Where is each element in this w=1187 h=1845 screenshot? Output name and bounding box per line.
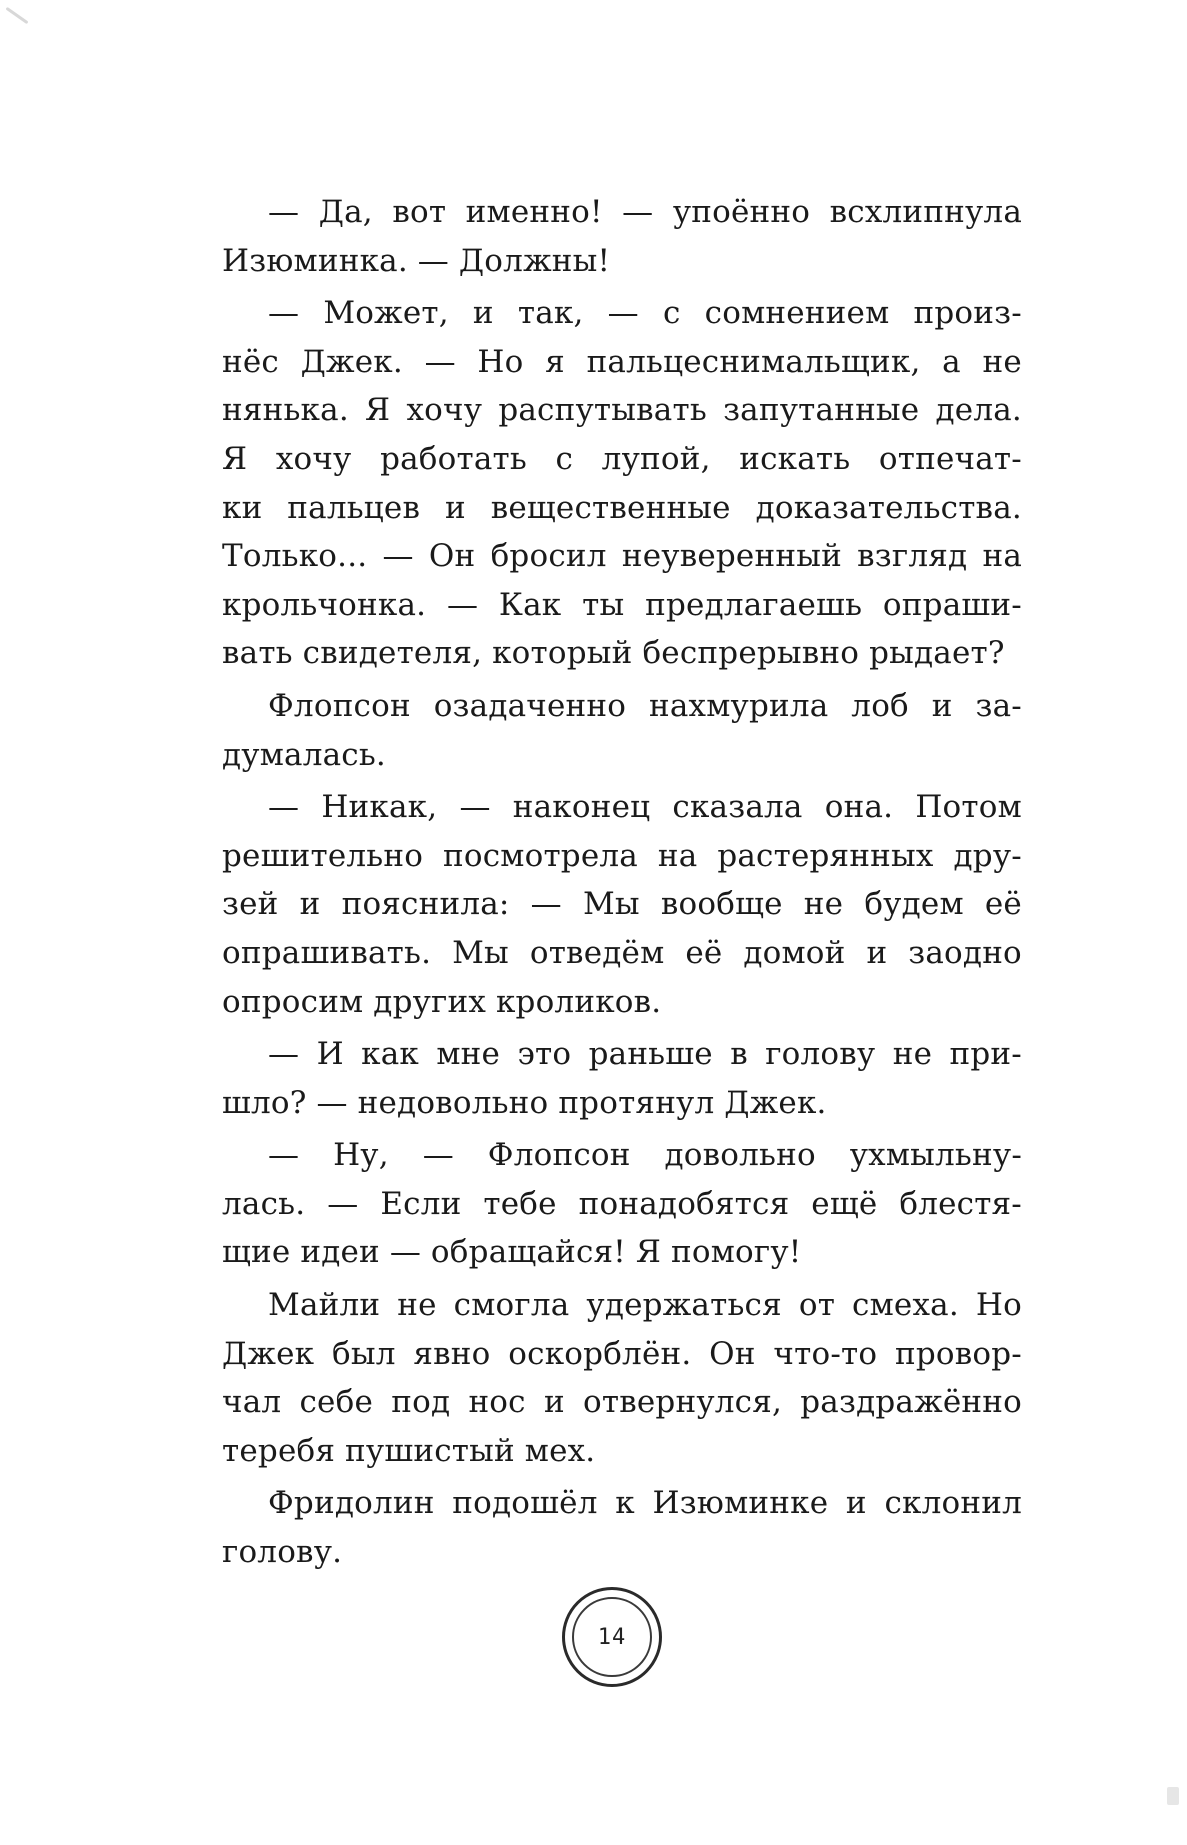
text-line: крольчонка. — Как ты предлагаешь опраши-	[222, 586, 1022, 623]
paragraph	[222, 682, 1022, 779]
paragraph	[222, 1030, 1022, 1127]
text-line: голову.	[222, 1534, 343, 1571]
text-line: Только... — Он бросил неуверенный взгляд на	[222, 538, 1022, 575]
paragraph	[222, 1479, 1022, 1576]
text-line: — Ну, — Флопсон довольно ухмыльну-	[268, 1137, 1022, 1174]
text-line: шло? — недовольно протянул Джек.	[222, 1084, 827, 1121]
scan-artifact-bottom-right	[1167, 1787, 1179, 1805]
text-line: — Никак, — наконец сказала она. Потом	[268, 789, 1022, 826]
text-line: Майли не смогла удержаться от смеха. Но	[268, 1287, 1022, 1324]
page-number-badge	[562, 1587, 662, 1687]
text-line: Изюминка. — Должны!	[222, 242, 611, 279]
text-line: нянька. Я хочу распутывать запутанные дела.	[222, 392, 1022, 429]
paragraph	[222, 1131, 1022, 1277]
text-line: Я хочу работать с лупой, искать отпечат-	[222, 440, 1022, 477]
page-number: 14	[597, 1624, 627, 1650]
text-line: щие идеи — обращайся! Я помогу!	[222, 1234, 802, 1271]
body-text	[222, 188, 1022, 1577]
text-line: — И как мне это раньше в голову не при-	[268, 1036, 1022, 1073]
text-line: Джек был явно оскорблён. Он что-то провор-	[222, 1335, 1022, 1372]
text-line: вать свидетеля, который беспрерывно рыдает?	[222, 635, 1005, 672]
text-line: ки пальцев и вещественные доказательства.	[222, 489, 1022, 526]
text-line: лась. — Если тебе понадобятся ещё блестя-	[222, 1185, 1022, 1222]
text-line: — Может, и так, — с сомнением произ-	[268, 295, 1022, 332]
text-line: Флопсон озадаченно нахмурила лоб и за-	[268, 687, 1022, 724]
text-line: нёс Джек. — Но я пальцеснимальщик, а не	[222, 343, 1022, 380]
paragraph	[222, 289, 1022, 678]
text-line: зей и пояснила: — Мы вообще не будем её	[222, 886, 1022, 923]
scan-artifact-top-left	[5, 7, 28, 24]
text-line: думалась.	[222, 736, 386, 773]
paragraph	[222, 783, 1022, 1026]
text-line: опросим других кроликов.	[222, 983, 662, 1020]
text-line: теребя пушистый мех.	[222, 1432, 596, 1469]
paragraph	[222, 188, 1022, 285]
paragraph	[222, 1281, 1022, 1475]
text-line: — Да, вот именно! — упоённо всхлипнула	[268, 194, 1022, 230]
text-line: чал себе под нос и отвернулся, раздражённо	[222, 1384, 1022, 1421]
text-line: Фридолин подошёл к Изюминке и склонил	[268, 1485, 1022, 1522]
text-line: решительно посмотрела на растерянных дру-	[222, 837, 1022, 874]
text-line: опрашивать. Мы отведём её домой и заодно	[222, 934, 1022, 971]
